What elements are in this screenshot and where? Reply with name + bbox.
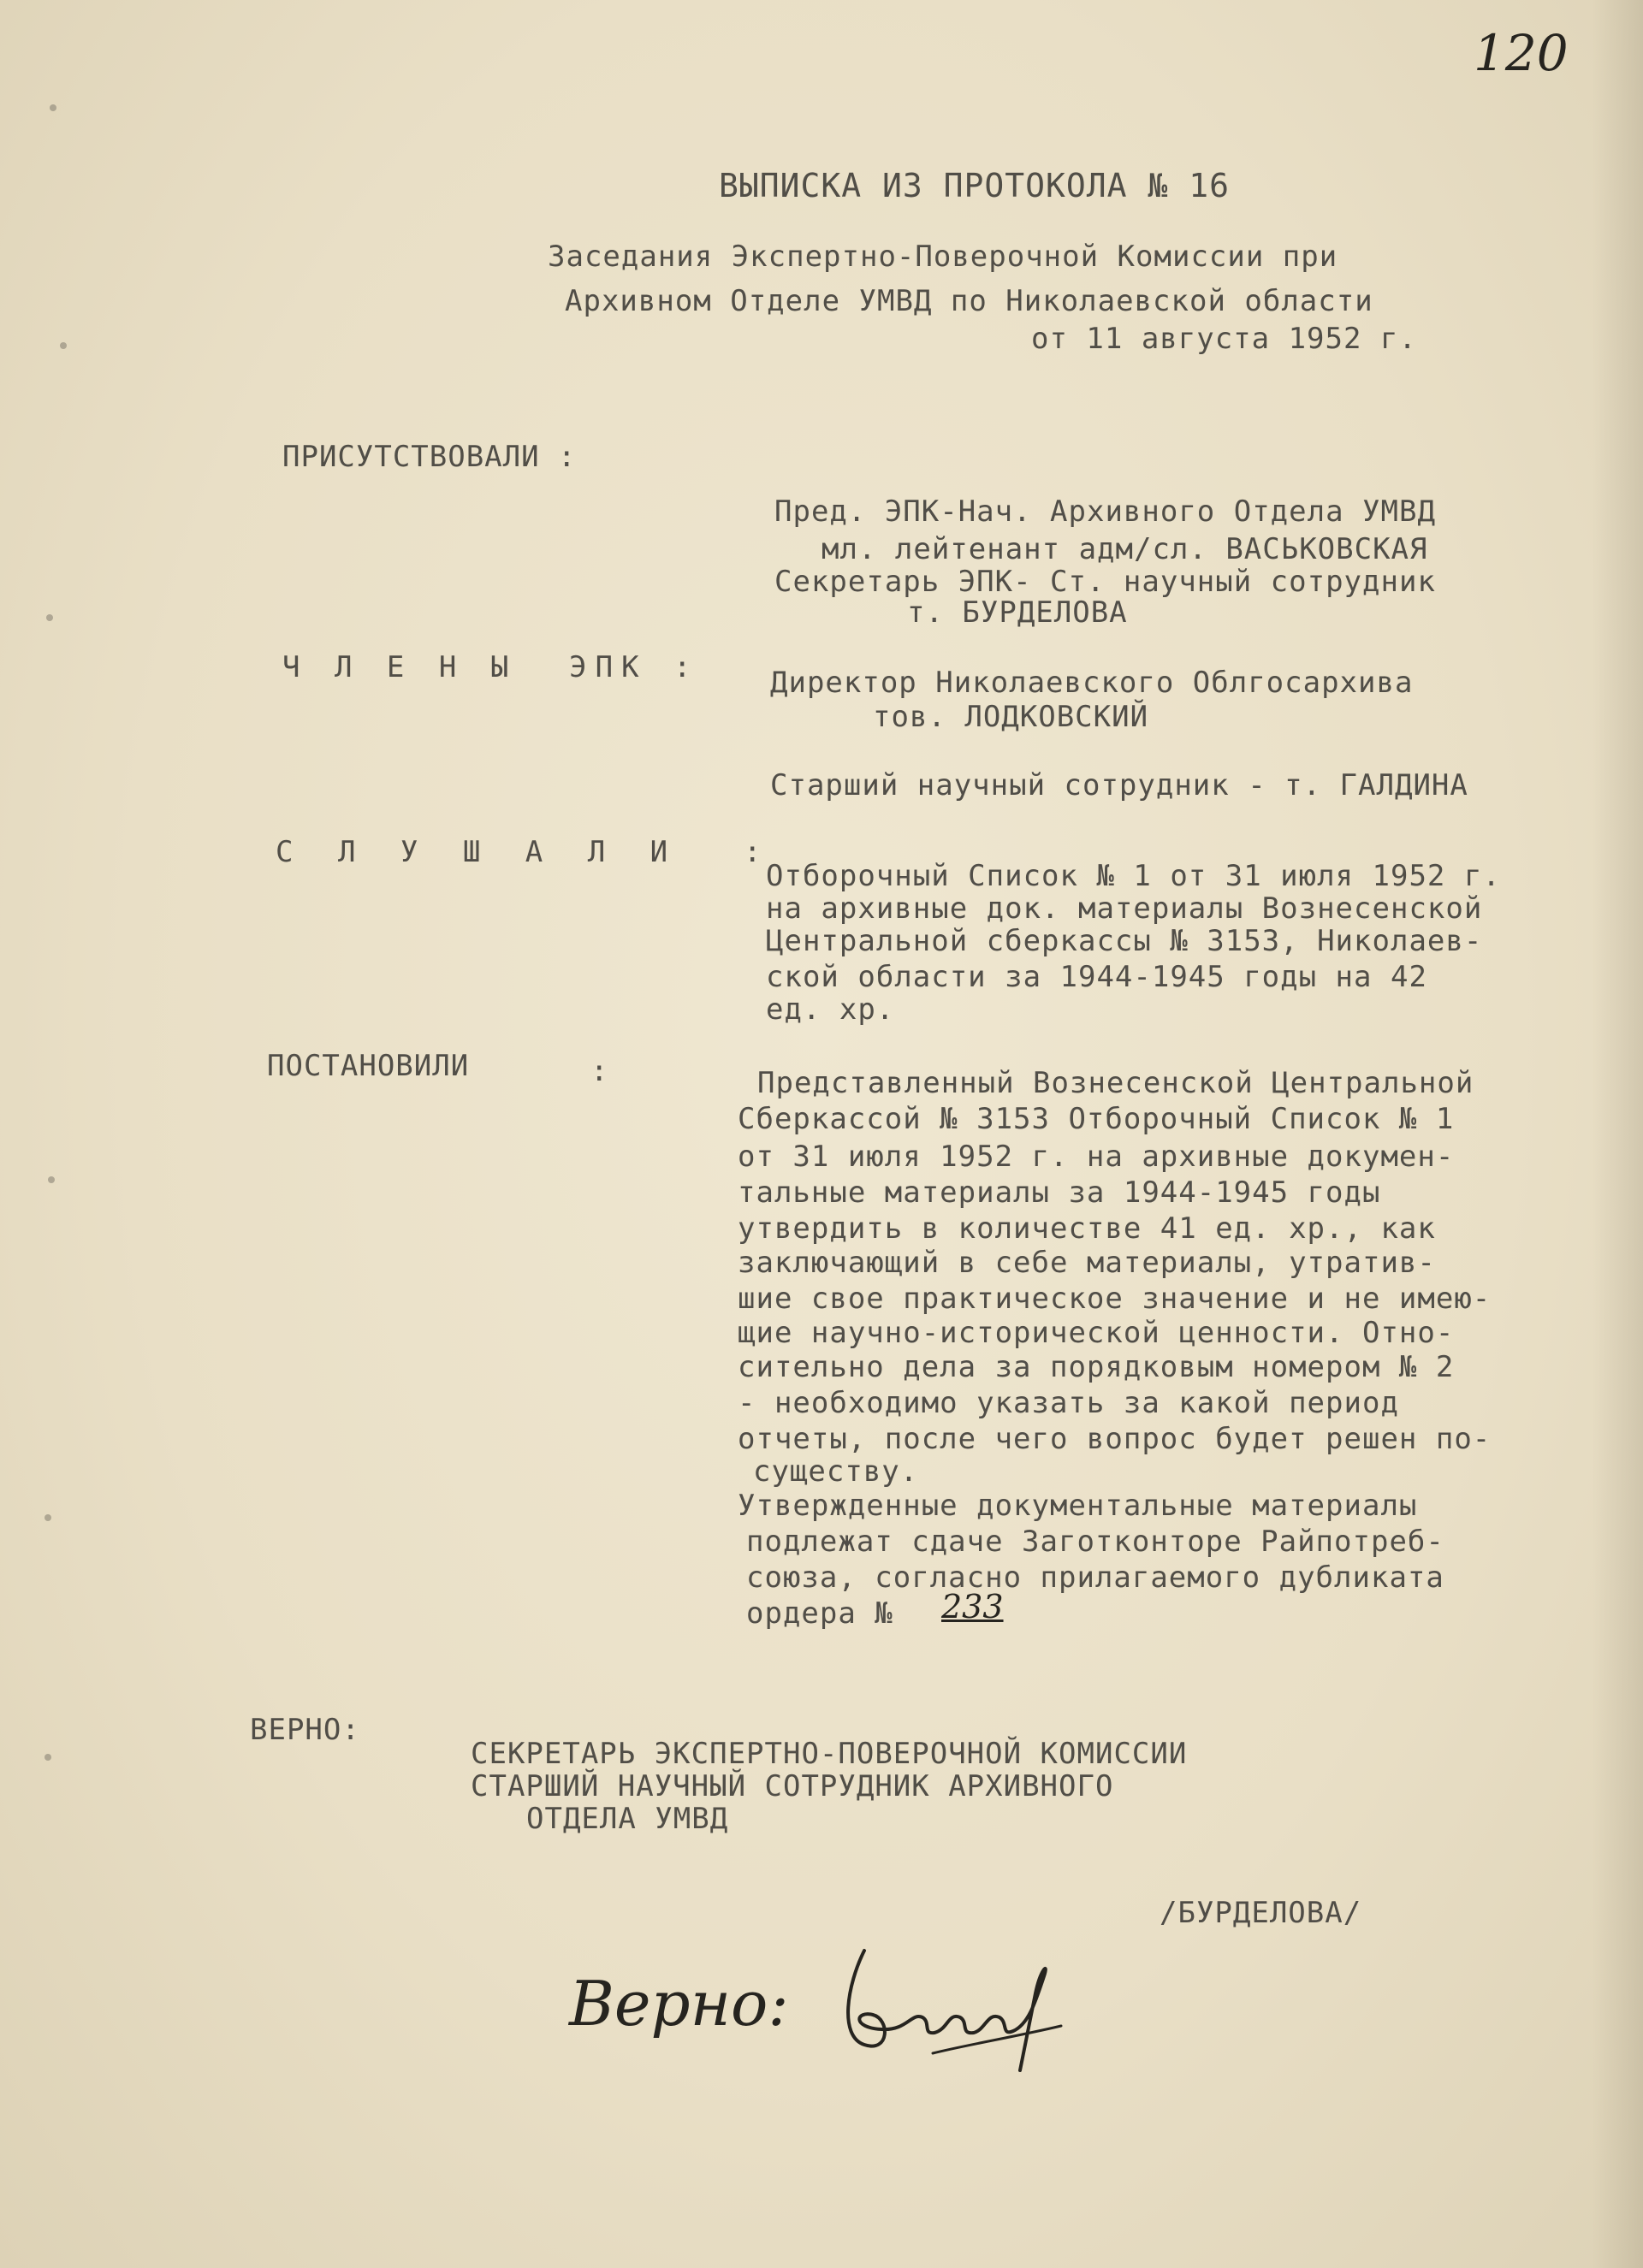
resolved-line-12: существу.	[753, 1454, 919, 1489]
margin-speck	[50, 104, 56, 111]
subtitle-line-3: от 11 августа 1952 г.	[1031, 322, 1417, 356]
certified-line-1: СЕКРЕТАРЬ ЭКСПЕРТНО-ПОВЕРОЧНОЙ КОМИССИИ	[471, 1737, 1188, 1771]
subtitle-line-1: Заседания Экспертно-Поверочной Комиссии при	[548, 240, 1338, 274]
margin-speck	[44, 1754, 51, 1761]
members-line-2: тов. ЛОДКОВСКИЙ	[873, 700, 1149, 734]
resolved-line-14: подлежат сдаче Заготконторе Райпотреб-	[746, 1525, 1444, 1559]
order-number-handwritten: 233	[941, 1588, 1004, 1625]
resolved-line-16: ордера №	[746, 1596, 893, 1631]
subtitle-line-2: Архивном Отделе УМВД по Николаевской области	[565, 284, 1373, 318]
resolved-line-4: тальные материалы за 1944-1945 годы	[738, 1175, 1381, 1210]
signatory-name: /БУРДЕЛОВА/	[1160, 1896, 1362, 1930]
resolved-line-3: от 31 июля 1952 г. на архивные докумен-	[738, 1140, 1455, 1174]
resolved-line-1: Представленный Вознесенской Центральной	[757, 1066, 1474, 1100]
margin-speck	[46, 614, 53, 621]
margin-speck	[60, 342, 67, 349]
page-number: 120	[1474, 24, 1569, 82]
heard-line-3: Центральной сберкассы № 3153, Николаев-	[766, 924, 1483, 958]
resolved-line-13: Утвержденные документальные материалы	[738, 1489, 1418, 1523]
members-line-3: Старший научный сотрудник - т. ГАЛДИНА	[770, 768, 1468, 802]
certified-line-2: СТАРШИЙ НАУЧНЫЙ СОТРУДНИК АРХИВНОГО	[471, 1769, 1114, 1803]
present-label: ПРИСУТСТВОВАЛИ :	[282, 440, 577, 474]
resolved-line-9: сительно дела за порядковым номером № 2	[738, 1350, 1455, 1384]
resolved-line-8: щие научно-исторической ценности. Отно-	[738, 1316, 1455, 1350]
resolved-line-5: утвердить в количестве 41 ед. хр., как	[738, 1211, 1436, 1246]
handwritten-note: Верно:	[569, 1968, 789, 2040]
members-label: Ч Л Е Н Ы ЭПК :	[282, 650, 700, 684]
heard-label: С Л У Ш А Л И :	[276, 835, 775, 869]
present-line-3: Секретарь ЭПК- Ст. научный сотрудник	[774, 565, 1436, 599]
heard-line-2: на архивные док. материалы Вознесенской	[766, 891, 1483, 926]
heard-line-1: Отборочный Список № 1 от 31 июля 1952 г.	[766, 859, 1501, 893]
members-line-1: Директор Николаевского Облгосархива	[770, 666, 1414, 700]
margin-speck	[44, 1514, 51, 1521]
margin-speck	[48, 1176, 55, 1183]
resolved-line-6: заключающий в себе материалы, утратив-	[738, 1246, 1436, 1280]
resolved-line-10: - необходимо указать за какой период	[738, 1386, 1399, 1420]
handwritten-signature	[830, 1916, 1087, 2079]
heard-line-4: ской области за 1944-1945 годы на 42	[766, 960, 1427, 994]
present-line-4: т. БУРДЕЛОВА	[907, 595, 1128, 630]
resolved-colon: :	[590, 1054, 609, 1088]
resolved-line-2: Сберкассой № 3153 Отборочный Список № 1	[738, 1102, 1455, 1136]
heard-line-5: ед. хр.	[766, 992, 895, 1027]
resolved-line-11: отчеты, после чего вопрос будет решен по-	[738, 1422, 1492, 1456]
resolved-line-7: шие свое практическое значение и не имею-	[738, 1282, 1492, 1316]
resolved-line-15: союза, согласно прилагаемого дубликата	[746, 1560, 1444, 1595]
document-title: ВЫПИСКА ИЗ ПРОТОКОЛА № 16	[719, 167, 1230, 204]
certified-label: ВЕРНО:	[250, 1713, 360, 1747]
present-line-2: мл. лейтенант адм/сл. ВАСЬКОВСКАЯ	[822, 532, 1428, 566]
present-line-1: Пред. ЭПК-Нач. Архивного Отдела УМВД	[774, 494, 1436, 529]
certified-line-3: ОТДЕЛА УМВД	[526, 1802, 729, 1836]
resolved-label: ПОСТАНОВИЛИ	[267, 1049, 470, 1083]
page-edge-shadow	[1592, 0, 1643, 2268]
